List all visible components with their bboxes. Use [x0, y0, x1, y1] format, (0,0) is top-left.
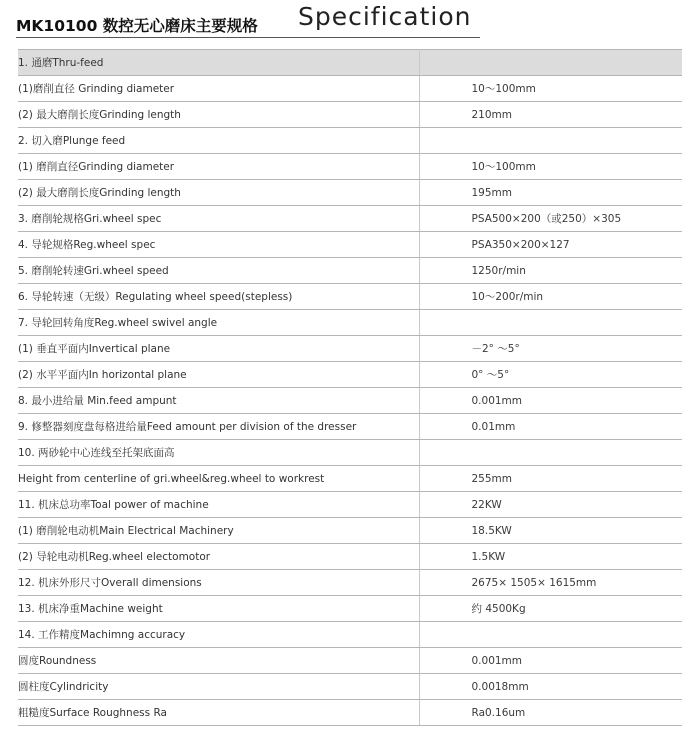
row-value: 195mm	[419, 180, 682, 206]
row-label: 粗糙度Surface Roughness Ra	[18, 700, 419, 726]
row-label: (1)磨削直径 Grinding diameter	[18, 76, 419, 102]
spec-row	[18, 570, 682, 596]
row-label: 圆度Roundness	[18, 648, 419, 674]
row-label: 6. 导轮转速（无级）Regulating wheel speed(stepless)	[18, 284, 419, 310]
row-value: 1250r/min	[419, 258, 682, 284]
spec-row	[18, 440, 682, 466]
row-value: PSA500×200（或250）×305	[419, 206, 682, 232]
row-value: 0.001mm	[419, 388, 682, 414]
row-label: 2. 切入磨Plunge feed	[18, 128, 419, 154]
row-label: 7. 导轮回转角度Reg.wheel swivel angle	[18, 310, 419, 336]
row-label: 9. 修整器刻度盘每格进给量Feed amount per division of the dresser	[18, 414, 419, 440]
row-value	[419, 50, 682, 76]
spec-row	[18, 674, 682, 700]
row-value: 1.5KW	[419, 544, 682, 570]
spec-row	[18, 622, 682, 648]
row-label: 10. 两砂轮中心连线至托架底面高	[18, 440, 419, 466]
row-label: 11. 机床总功率Toal power of machine	[18, 492, 419, 518]
row-label: 1. 通磨Thru-feed	[18, 50, 419, 76]
spec-row-thru-feed	[18, 50, 682, 76]
spec-row	[18, 492, 682, 518]
row-value: 约 4500Kg	[419, 596, 682, 622]
row-label: Height from centerline of gri.wheel&reg.wheel to workrest	[18, 466, 419, 492]
row-label: (2) 最大磨削长度Grinding length	[18, 102, 419, 128]
row-value	[419, 622, 682, 648]
row-label: 3. 磨削轮规格Gri.wheel spec	[18, 206, 419, 232]
row-value: PSA350×200×127	[419, 232, 682, 258]
spec-row	[18, 388, 682, 414]
spec-row	[18, 284, 682, 310]
row-label: 14. 工作精度Machimng accuracy	[18, 622, 419, 648]
title-chinese: MK10100 数控无心磨床主要规格	[16, 17, 258, 35]
spec-row	[18, 76, 682, 102]
row-value: 10～100mm	[419, 76, 682, 102]
row-value: 210mm	[419, 102, 682, 128]
row-label: (2) 导轮电动机Reg.wheel electomotor	[18, 544, 419, 570]
row-value: 18.5KW	[419, 518, 682, 544]
row-value: 0° ～5°	[419, 362, 682, 388]
spec-row	[18, 466, 682, 492]
row-value: 22KW	[419, 492, 682, 518]
row-label: 圆柱度Cylindricity	[18, 674, 419, 700]
spec-row	[18, 232, 682, 258]
row-value: 0.001mm	[419, 648, 682, 674]
spec-row	[18, 128, 682, 154]
row-value	[419, 310, 682, 336]
spec-row	[18, 648, 682, 674]
row-value: 255mm	[419, 466, 682, 492]
spec-row	[18, 518, 682, 544]
row-label: (1) 垂直平面内Invertical plane	[18, 336, 419, 362]
row-value: －2° ～5°	[419, 336, 682, 362]
spec-row	[18, 414, 682, 440]
specification-table	[18, 49, 682, 726]
spec-row	[18, 336, 682, 362]
header-underline	[16, 37, 480, 38]
row-value: 10～200r/min	[419, 284, 682, 310]
row-label: 5. 磨削轮转速Gri.wheel speed	[18, 258, 419, 284]
row-label: 8. 最小进给量 Min.feed ampunt	[18, 388, 419, 414]
spec-row	[18, 310, 682, 336]
page-header	[16, 2, 486, 38]
row-label: 12. 机床外形尺寸Overall dimensions	[18, 570, 419, 596]
row-value: 0.0018mm	[419, 674, 682, 700]
row-value: Ra0.16um	[419, 700, 682, 726]
spec-row	[18, 206, 682, 232]
spec-row	[18, 180, 682, 206]
row-label: (2) 水平平面内In horizontal plane	[18, 362, 419, 388]
spec-row	[18, 700, 682, 726]
spec-row	[18, 362, 682, 388]
row-label: 13. 机床净重Machine weight	[18, 596, 419, 622]
spec-row	[18, 258, 682, 284]
row-value	[419, 440, 682, 466]
row-label: (1) 磨削直径Grinding diameter	[18, 154, 419, 180]
row-label: (2) 最大磨削长度Grinding length	[18, 180, 419, 206]
spec-row	[18, 544, 682, 570]
spec-row	[18, 102, 682, 128]
row-value: 0.01mm	[419, 414, 682, 440]
row-label: (1) 磨削轮电动机Main Electrical Machinery	[18, 518, 419, 544]
row-value	[419, 128, 682, 154]
row-value: 2675× 1505× 1615mm	[419, 570, 682, 596]
title-english: Specification	[298, 2, 472, 31]
spec-row	[18, 596, 682, 622]
spec-row	[18, 154, 682, 180]
row-value: 10～100mm	[419, 154, 682, 180]
row-label: 4. 导轮规格Reg.wheel spec	[18, 232, 419, 258]
